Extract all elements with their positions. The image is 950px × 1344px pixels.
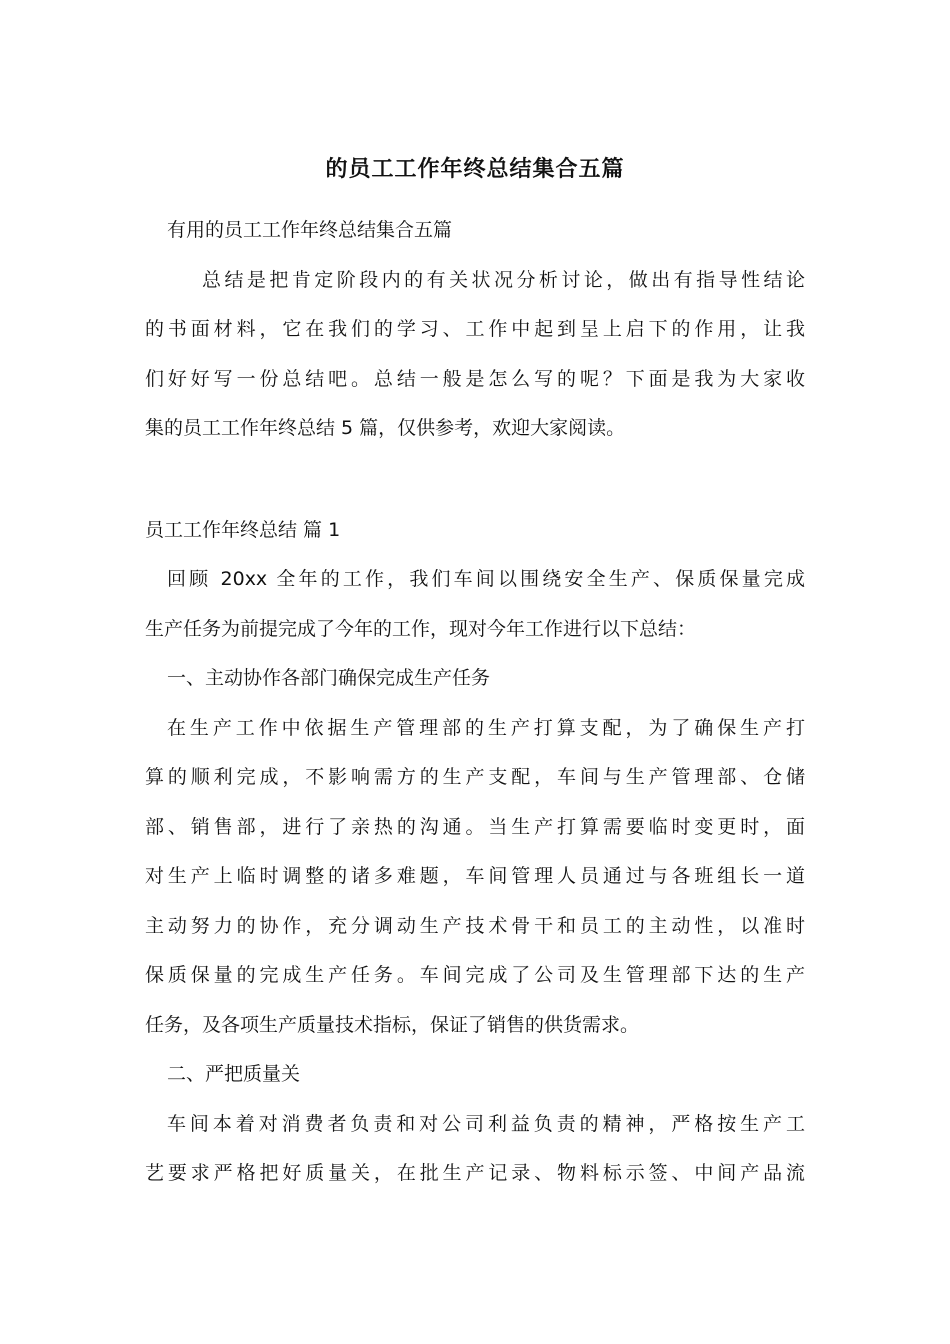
paragraph-line: 保质保量的完成生产任务。车间完成了公司及生管理部下达的生产 <box>145 964 805 986</box>
paragraph-cooperation <box>145 704 805 1051</box>
paragraph-line: 车间本着对消费者负责和对公司利益负责的精神，严格按生产工 <box>167 1112 805 1135</box>
paragraph-line: 回顾 20xx 全年的工作，我们车间以围绕安全生产、保质保量完成 <box>167 568 805 590</box>
section-heading: 员工工作年终总结 篇 1 <box>145 518 341 541</box>
paragraph-line: 艺要求严格把好质量关，在批生产记录、物料标示签、中间产品流 <box>145 1162 805 1184</box>
section-spacer <box>145 454 805 506</box>
paragraph-line: 任务，及各项生产质量技术指标，保证了销售的供货需求。 <box>145 1013 640 1036</box>
paragraph-line: 生产任务为前提完成了今年的工作，现对今年工作进行以下总结： <box>145 617 697 640</box>
subheading-quality: 二、严把质量关 <box>167 1063 301 1085</box>
paragraph-line: 对生产上临时调整的诸多难题，车间管理人员通过与各班组长一道 <box>145 865 805 887</box>
subheading-cooperation: 一、主动协作各部门确保完成生产任务 <box>167 667 491 689</box>
intro-paragraph <box>145 256 805 454</box>
document-subtitle: 有用的员工工作年终总结集合五篇 <box>167 219 453 241</box>
intro-line: 总结是把肯定阶段内的有关状况分析讨论，做出有指导性结论 <box>202 268 805 291</box>
paragraph-line: 在生产工作中依据生产管理部的生产打算支配，为了确保生产打 <box>167 716 805 739</box>
paragraph-line: 算的顺利完成，不影响需方的生产支配，车间与生产管理部、仓储 <box>145 766 805 788</box>
document-title: 的员工工作年终总结集合五篇 <box>325 157 625 182</box>
paragraph-line: 部、销售部，进行了亲热的沟通。当生产打算需要临时变更时，面 <box>145 815 805 838</box>
paragraph-line: 主动努力的协作，充分调动生产技术骨干和员工的主动性，以准时 <box>145 914 805 937</box>
intro-line: 的书面材料，它在我们的学习、工作中起到呈上启下的作用，让我 <box>145 318 805 340</box>
paragraph-quality <box>145 1100 805 1199</box>
intro-line: 们好好写一份总结吧。总结一般是怎么写的呢？下面是我为大家收 <box>145 367 805 390</box>
intro-line: 集的员工工作年终总结 5 篇，仅供参考，欢迎大家阅读。 <box>145 417 626 439</box>
paragraph-review <box>145 555 805 654</box>
document-body <box>145 152 805 1199</box>
